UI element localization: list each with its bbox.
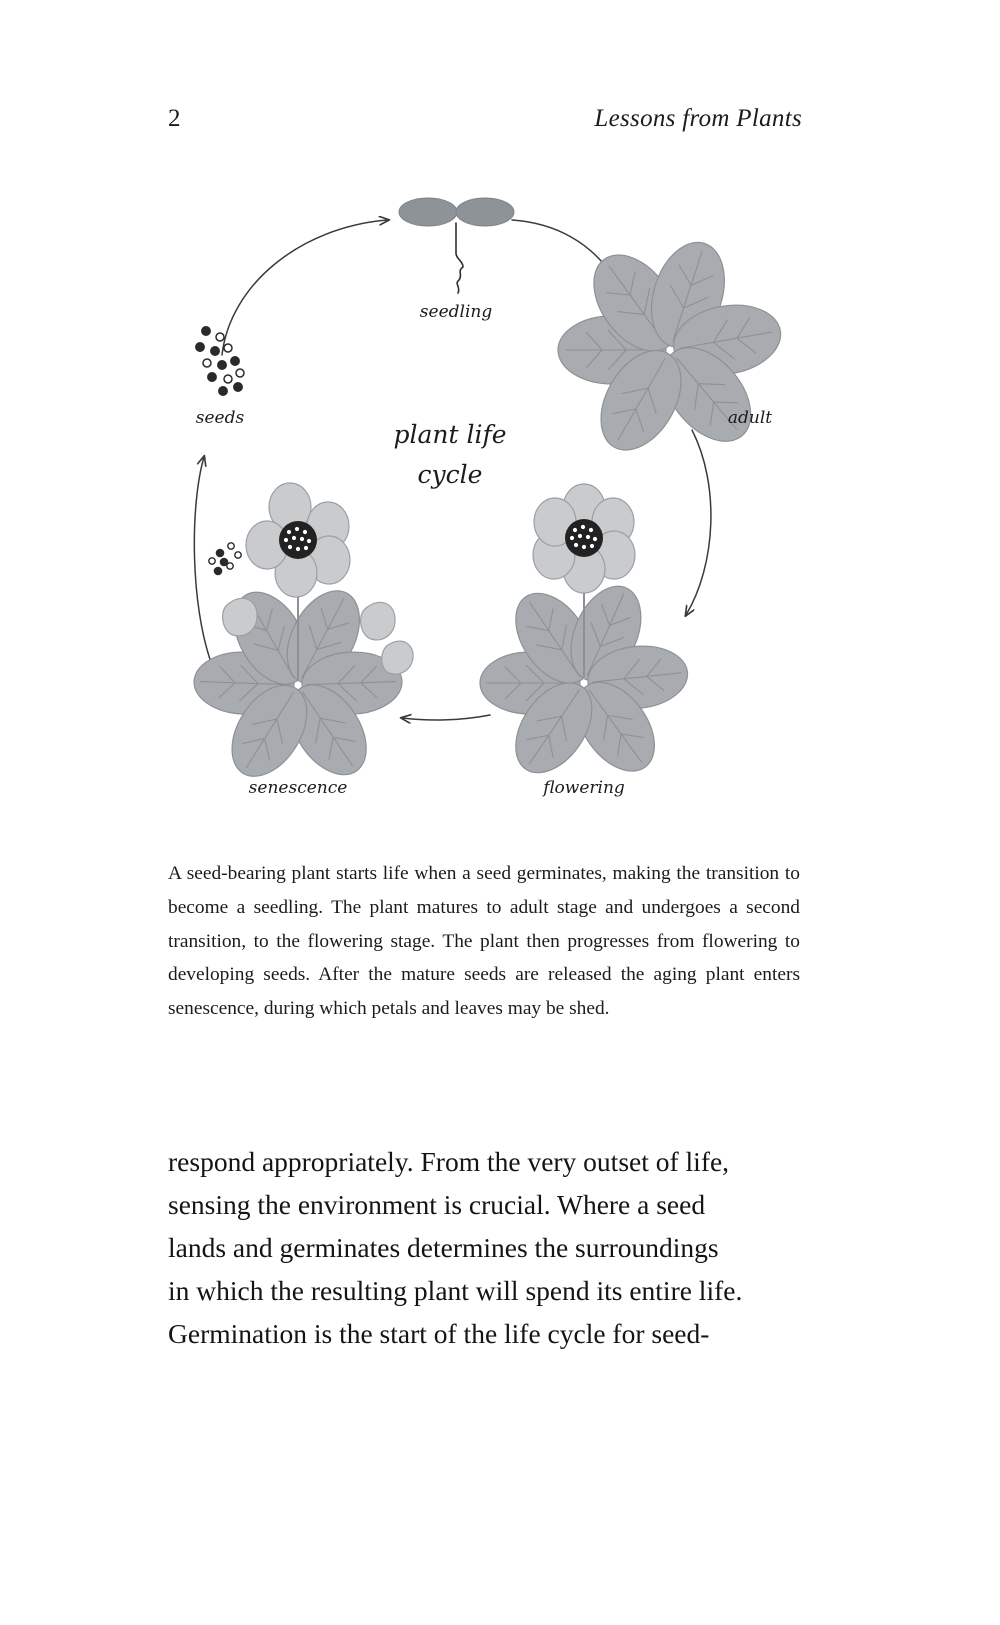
plant-life-cycle-figure [160, 165, 840, 825]
book-title: Lessons from Plants [594, 105, 802, 132]
figure-center-title [393, 420, 506, 489]
figure-caption: A seed-bearing plant starts life when a seed germinates, making the transition to become a seedling. The plant matures to adult stage and undergoes a second transition, to the flowering stage. The plant then progresses from flowering to developing seeds. After the mature seeds are released the aging plant enters senescence, during which petals and leaves may be shed. [168, 863, 800, 1019]
body-line: Germination is the start of the life cycle for seed- [168, 1318, 710, 1349]
arrow-adult-to-flowering [686, 430, 711, 615]
shed-petal-3 [382, 641, 413, 674]
label-senescence: senescence [248, 778, 348, 798]
flower-bloom-flowering [533, 484, 635, 593]
label-adult: adult [727, 408, 773, 428]
cotyledon-left [399, 198, 457, 226]
center-title-line1: plant life [393, 420, 507, 449]
label-seeds: seeds [195, 408, 245, 428]
body-line: sensing the environment is crucial. Where a seed [168, 1189, 706, 1220]
label-flowering: flowering [543, 778, 625, 798]
stage-flowering [480, 484, 691, 798]
stage-adult [558, 233, 786, 464]
stage-seeds [196, 327, 245, 428]
page-number: 2 [168, 105, 181, 132]
stage-senescence [193, 483, 413, 798]
label-seedling: seedling [419, 302, 493, 322]
shed-petal-2 [361, 602, 396, 640]
adult-leaves [558, 233, 786, 464]
stage-seedling [399, 198, 514, 322]
seedling-root [456, 223, 463, 293]
seeds-dispersing [209, 543, 241, 575]
body-line: in which the resulting plant will spend its entire life. [168, 1275, 743, 1306]
arrow-seeds-to-seedling [222, 220, 388, 355]
center-title-line2: cycle [417, 460, 483, 489]
body-paragraph [168, 1140, 802, 1355]
running-head [168, 105, 802, 139]
body-line: lands and germinates determines the surroundings [168, 1232, 719, 1263]
body-line: respond appropriately. From the very outset of life, [168, 1146, 730, 1177]
cotyledon-right [456, 198, 514, 226]
seed-cluster [196, 327, 244, 395]
flower-bloom-senescence [246, 483, 350, 597]
arrow-flowering-to-senescence [402, 715, 490, 720]
shed-petal-1 [223, 598, 258, 636]
flowering-leaves [480, 575, 691, 786]
